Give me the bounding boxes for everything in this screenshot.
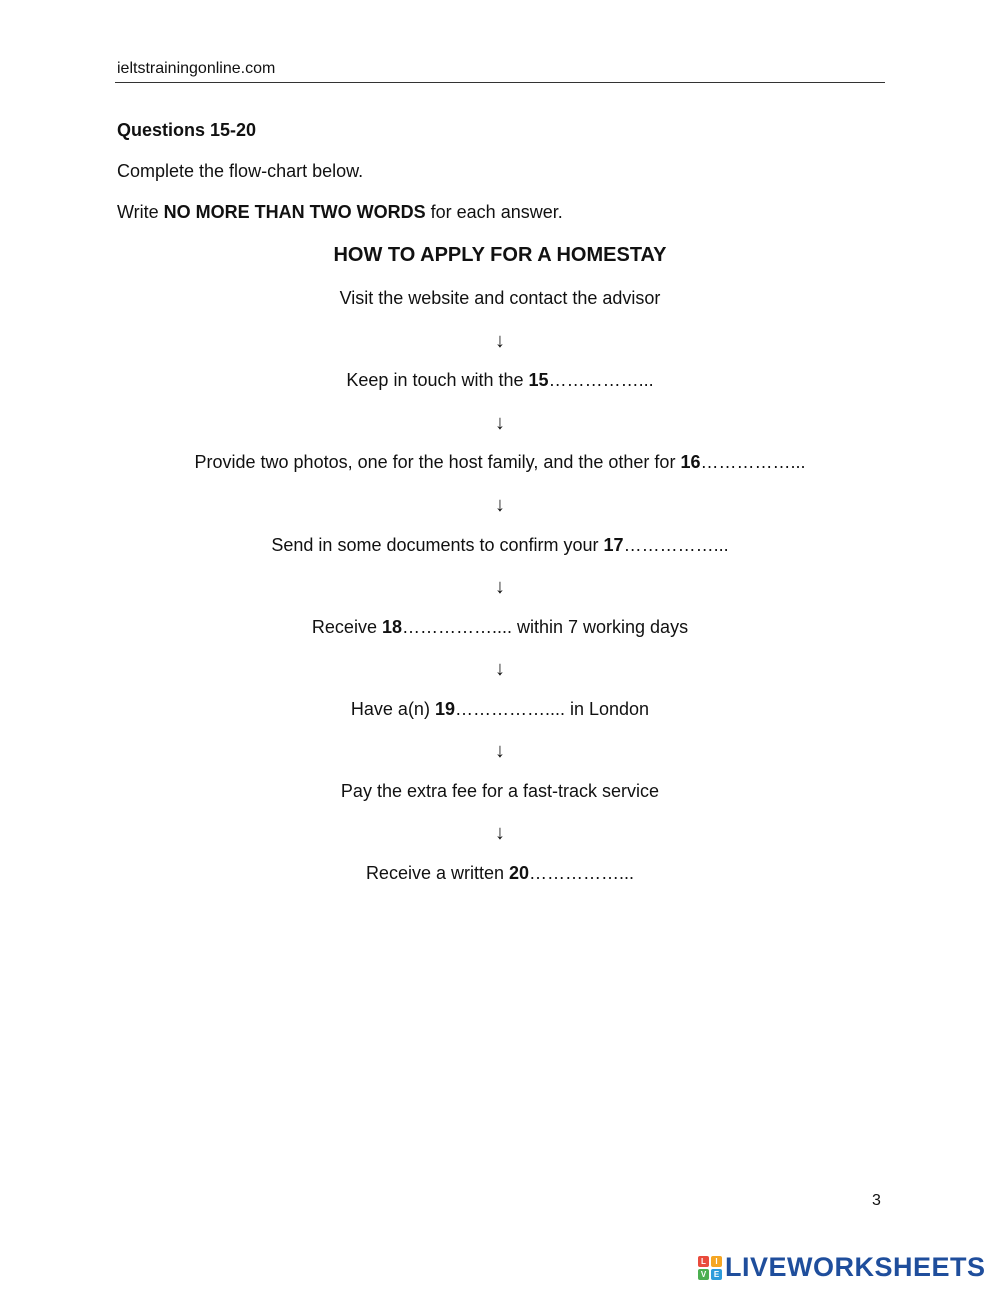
logo-letter-v: V xyxy=(698,1269,709,1280)
question-number-20: 20 xyxy=(509,863,530,883)
instruction-word-limit xyxy=(117,202,563,223)
flowchart-step-1 xyxy=(0,288,1000,309)
brand-name: LIVEWORKSHEETS xyxy=(725,1252,986,1282)
step-text: Receive xyxy=(311,617,382,637)
instruction-complete: Complete the flow-chart below. xyxy=(117,161,364,181)
answer-blank-15[interactable]: ……………... xyxy=(548,370,654,390)
flowchart-step-6 xyxy=(0,699,1000,720)
answer-blank-20[interactable]: ……………... xyxy=(529,863,635,883)
question-number-17: 17 xyxy=(603,535,624,555)
step-text: Keep in touch with the xyxy=(346,370,529,390)
arrow-down-icon: ↓ xyxy=(495,412,505,434)
logo-letter-l: L xyxy=(698,1256,709,1267)
liveworksheets-logo[interactable] xyxy=(698,1252,986,1283)
arrow-down-icon: ↓ xyxy=(495,658,505,680)
step-text: Pay the extra fee for a fast-track service xyxy=(340,781,660,801)
logo-letter-i: I xyxy=(711,1256,722,1267)
site-header: ieltstrainingonline.com xyxy=(117,60,276,77)
step-text: Provide two photos, one for the host family, and the other for xyxy=(194,452,681,472)
answer-blank-17[interactable]: ……………... xyxy=(623,535,729,555)
question-number-15: 15 xyxy=(528,370,549,390)
flowchart-step-5 xyxy=(0,617,1000,638)
arrow-down-icon: ↓ xyxy=(495,494,505,516)
instruction-pre: Write xyxy=(117,202,164,222)
question-number-18: 18 xyxy=(381,617,402,637)
logo-grid-icon xyxy=(698,1256,722,1280)
question-number-19: 19 xyxy=(434,699,455,719)
answer-blank-16[interactable]: ……………... xyxy=(700,452,806,472)
page-number: 3 xyxy=(872,1192,881,1209)
header-divider xyxy=(115,82,885,83)
step-text: Receive a written xyxy=(365,863,509,883)
flowchart-title: HOW TO APPLY FOR A HOMESTAY xyxy=(333,244,667,266)
answer-blank-19[interactable]: …………….... in London xyxy=(454,699,650,719)
instruction-bold: NO MORE THAN TWO WORDS xyxy=(163,202,426,222)
step-text: Visit the website and contact the advisor xyxy=(339,288,661,308)
flowchart-step-8 xyxy=(0,863,1000,884)
logo-letter-e: E xyxy=(711,1269,722,1280)
flowchart-step-4 xyxy=(0,535,1000,556)
questions-title: Questions 15-20 xyxy=(117,120,257,140)
arrow-down-icon: ↓ xyxy=(495,576,505,598)
flowchart-step-3 xyxy=(0,452,1000,473)
flowchart-step-7 xyxy=(0,781,1000,802)
flowchart-step-2 xyxy=(0,370,1000,391)
arrow-down-icon: ↓ xyxy=(495,822,505,844)
step-text: Send in some documents to confirm your xyxy=(271,535,604,555)
step-text: Have a(n) xyxy=(350,699,435,719)
question-number-16: 16 xyxy=(680,452,701,472)
arrow-down-icon: ↓ xyxy=(495,330,505,352)
arrow-down-icon: ↓ xyxy=(495,740,505,762)
instruction-post: for each answer. xyxy=(425,202,563,222)
answer-blank-18[interactable]: …………….... within 7 working days xyxy=(401,617,689,637)
